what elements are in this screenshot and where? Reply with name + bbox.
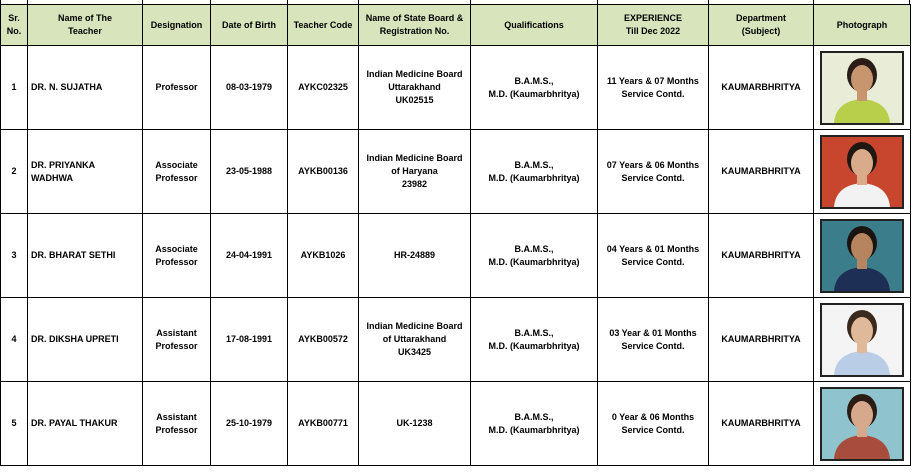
header-photograph: Photograph: [814, 5, 911, 46]
qualifications-cell: B.A.M.S., M.D. (Kaumarbhritya): [471, 130, 598, 214]
teacher-name-cell: DR. PRIYANKA WADHWA: [28, 130, 143, 214]
header-designation: Designation: [143, 5, 211, 46]
designation-cell: Assistant Professor: [143, 382, 211, 466]
dob-cell: 23-05-1988: [211, 130, 288, 214]
header-teacher-code: Teacher Code: [288, 5, 359, 46]
photo-face: [851, 233, 873, 261]
table-row: [1, 214, 911, 298]
sr-no-cell: 3: [1, 214, 28, 298]
teacher-code-cell: AYKB00771: [288, 382, 359, 466]
header-teacher-name: Name of The Teacher: [28, 5, 143, 46]
state-board-cell: Indian Medicine Board Uttarakhand UK02515: [359, 46, 471, 130]
department-cell: KAUMARBHRITYA: [709, 382, 814, 466]
teacher-name-cell: DR. DIKSHA UPRETI: [28, 298, 143, 382]
teacher-photo: [820, 51, 904, 125]
teacher-table: [0, 4, 911, 466]
sr-no-cell: 5: [1, 382, 28, 466]
designation-cell: Professor: [143, 46, 211, 130]
dob-cell: 24-04-1991: [211, 214, 288, 298]
photograph-cell: [814, 298, 911, 382]
qualifications-cell: B.A.M.S., M.D. (Kaumarbhritya): [471, 214, 598, 298]
teacher-code-cell: AYKB00572: [288, 298, 359, 382]
state-board-cell: UK-1238: [359, 382, 471, 466]
teacher-photo: [820, 303, 904, 377]
experience-cell: 07 Years & 06 Months Service Contd.: [598, 130, 709, 214]
qualifications-cell: B.A.M.S., M.D. (Kaumarbhritya): [471, 382, 598, 466]
teacher-name-cell: DR. BHARAT SETHI: [28, 214, 143, 298]
photograph-cell: [814, 214, 911, 298]
header-experience: EXPERIENCE Till Dec 2022: [598, 5, 709, 46]
photo-face: [851, 149, 873, 177]
experience-cell: 04 Years & 01 Months Service Contd.: [598, 214, 709, 298]
department-cell: KAUMARBHRITYA: [709, 298, 814, 382]
header-row: [1, 5, 911, 46]
photo-face: [851, 317, 873, 345]
dob-cell: 25-10-1979: [211, 382, 288, 466]
teacher-name-cell: DR. N. SUJATHA: [28, 46, 143, 130]
photo-face: [851, 65, 873, 93]
experience-cell: 11 Years & 07 Months Service Contd.: [598, 46, 709, 130]
teacher-photo: [820, 387, 904, 461]
table-row: [1, 382, 911, 466]
designation-cell: Assistant Professor: [143, 298, 211, 382]
designation-cell: Associate Professor: [143, 130, 211, 214]
teacher-photo: [820, 135, 904, 209]
photo-face: [851, 401, 873, 429]
table-row: [1, 130, 911, 214]
table-row: [1, 298, 911, 382]
table-row: [1, 46, 911, 130]
header-qualifications: Qualifications: [471, 5, 598, 46]
header-sr-no: Sr. No.: [1, 5, 28, 46]
photograph-cell: [814, 382, 911, 466]
experience-cell: 03 Year & 01 Months Service Contd.: [598, 298, 709, 382]
teacher-photo: [820, 219, 904, 293]
teacher-name-cell: DR. PAYAL THAKUR: [28, 382, 143, 466]
state-board-cell: HR-24889: [359, 214, 471, 298]
department-cell: KAUMARBHRITYA: [709, 214, 814, 298]
designation-cell: Associate Professor: [143, 214, 211, 298]
dob-cell: 08-03-1979: [211, 46, 288, 130]
qualifications-cell: B.A.M.S., M.D. (Kaumarbhritya): [471, 298, 598, 382]
teacher-code-cell: AYKC02325: [288, 46, 359, 130]
state-board-cell: Indian Medicine Board of Haryana 23982: [359, 130, 471, 214]
dob-cell: 17-08-1991: [211, 298, 288, 382]
department-cell: KAUMARBHRITYA: [709, 130, 814, 214]
state-board-cell: Indian Medicine Board of Uttarakhand UK3425: [359, 298, 471, 382]
photograph-cell: [814, 130, 911, 214]
qualifications-cell: B.A.M.S., M.D. (Kaumarbhritya): [471, 46, 598, 130]
sr-no-cell: 4: [1, 298, 28, 382]
photograph-cell: [814, 46, 911, 130]
sr-no-cell: 2: [1, 130, 28, 214]
teacher-code-cell: AYKB00136: [288, 130, 359, 214]
header-state-board: Name of State Board & Registration No.: [359, 5, 471, 46]
department-cell: KAUMARBHRITYA: [709, 46, 814, 130]
sr-no-cell: 1: [1, 46, 28, 130]
experience-cell: 0 Year & 06 Months Service Contd.: [598, 382, 709, 466]
header-department: Department (Subject): [709, 5, 814, 46]
teacher-code-cell: AYKB1026: [288, 214, 359, 298]
header-date-of-birth: Date of Birth: [211, 5, 288, 46]
